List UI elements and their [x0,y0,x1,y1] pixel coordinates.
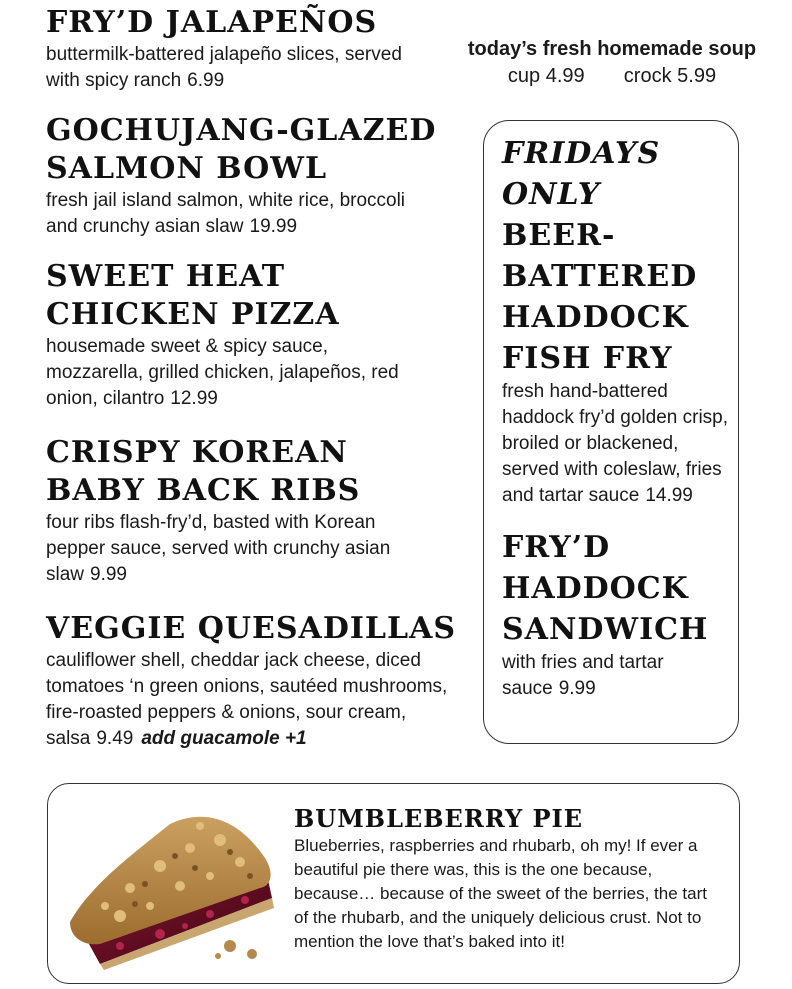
pie-slice-image [60,796,290,972]
item-desc-text: housemade sweet & spicy sauce, mozzarella, grilled chicken, jalapeños, red onion, cilantro [46,336,399,409]
item-description [46,42,406,94]
soup-title: today’s fresh homemade soup [467,38,757,60]
item-description [46,188,426,240]
special-title-fish-fry: BEER-BATTERED HADDOCK FISH FRY [502,218,698,376]
dessert-text [294,804,724,954]
item-price: 19.99 [249,216,298,237]
item-title: SWEET HEAT CHICKEN PIZZA [46,259,340,332]
friday-special-content [502,133,732,702]
menu-item-veggie-quesadillas [46,610,486,752]
dessert-description: Blueberries, raspberries and rhubarb, oh my! If ever a beautiful pie there was, this is the one because, because… because of the sweet of the berries, the tart of the rhubarb, and the uniquely delicious crust. Not to mention the love that’s baked into it! [294,836,707,951]
soup-crock-price: 5.99 [677,65,717,87]
soup-cup-price: 4.99 [545,65,585,87]
menu-item-korean-ribs [46,434,486,588]
item-desc-text: four ribs flash-fry’d, basted with Korean pepper sauce, served with crunchy asian slaw [46,512,391,585]
item-price: 9.99 [90,564,127,585]
item-title: CRISPY KOREAN BABY BACK RIBS [46,435,361,508]
soup-prices [462,62,762,90]
special-price-sandwich: 9.99 [558,678,596,699]
special-title-sandwich: FRY’D HADDOCK SANDWICH [502,530,709,647]
special-price-fish-fry: 14.99 [645,485,693,506]
menu-item-fryd-jalapenos [46,4,486,94]
special-desc-fish-fry [502,379,732,509]
menu-item-chicken-pizza [46,258,486,412]
item-title: FRY’D JALAPEÑOS [46,5,378,40]
item-price: 12.99 [170,388,218,409]
item-desc-text: buttermilk-battered jalapeño slices, served with spicy ranch [46,44,402,91]
item-description [46,510,406,588]
item-price: 9.49 [96,728,134,749]
special-day-line-2: ONLY [502,177,601,212]
item-description [46,334,406,412]
friday-special-box [483,120,739,744]
special-desc-text: with fries and tartar sauce [502,652,664,699]
special-desc-sandwich [502,650,672,702]
menu-item-salmon-bowl [46,112,486,240]
soup-section [462,36,762,90]
item-desc-text: cauliflower shell, cheddar jack cheese, diced tomatoes ‘n green onions, sautéed mushrooms, fire-roasted peppers & onions, sour cream, salsa [46,650,448,749]
dessert-box [47,783,740,984]
item-addon: add guacamole +1 [141,728,307,749]
item-desc-text: fresh jail island salmon, white rice, broccoli and crunchy asian slaw [46,190,406,237]
item-title: GOCHUJANG-GLAZED SALMON BOWL [46,113,437,186]
dessert-title: BUMBLEBERRY PIE [294,804,584,833]
item-description [46,648,466,752]
special-day-line-1: FRIDAYS [502,136,661,171]
item-title: VEGGIE QUESADILLAS [46,611,457,646]
soup-crock-label: crock [623,65,672,87]
item-price: 6.99 [187,70,225,91]
soup-cup-label: cup [507,65,541,87]
special-desc-text: fresh hand-battered haddock fry’d golden crisp, broiled or blackened, served with coleslaw, fries and tartar sauce [502,381,729,506]
